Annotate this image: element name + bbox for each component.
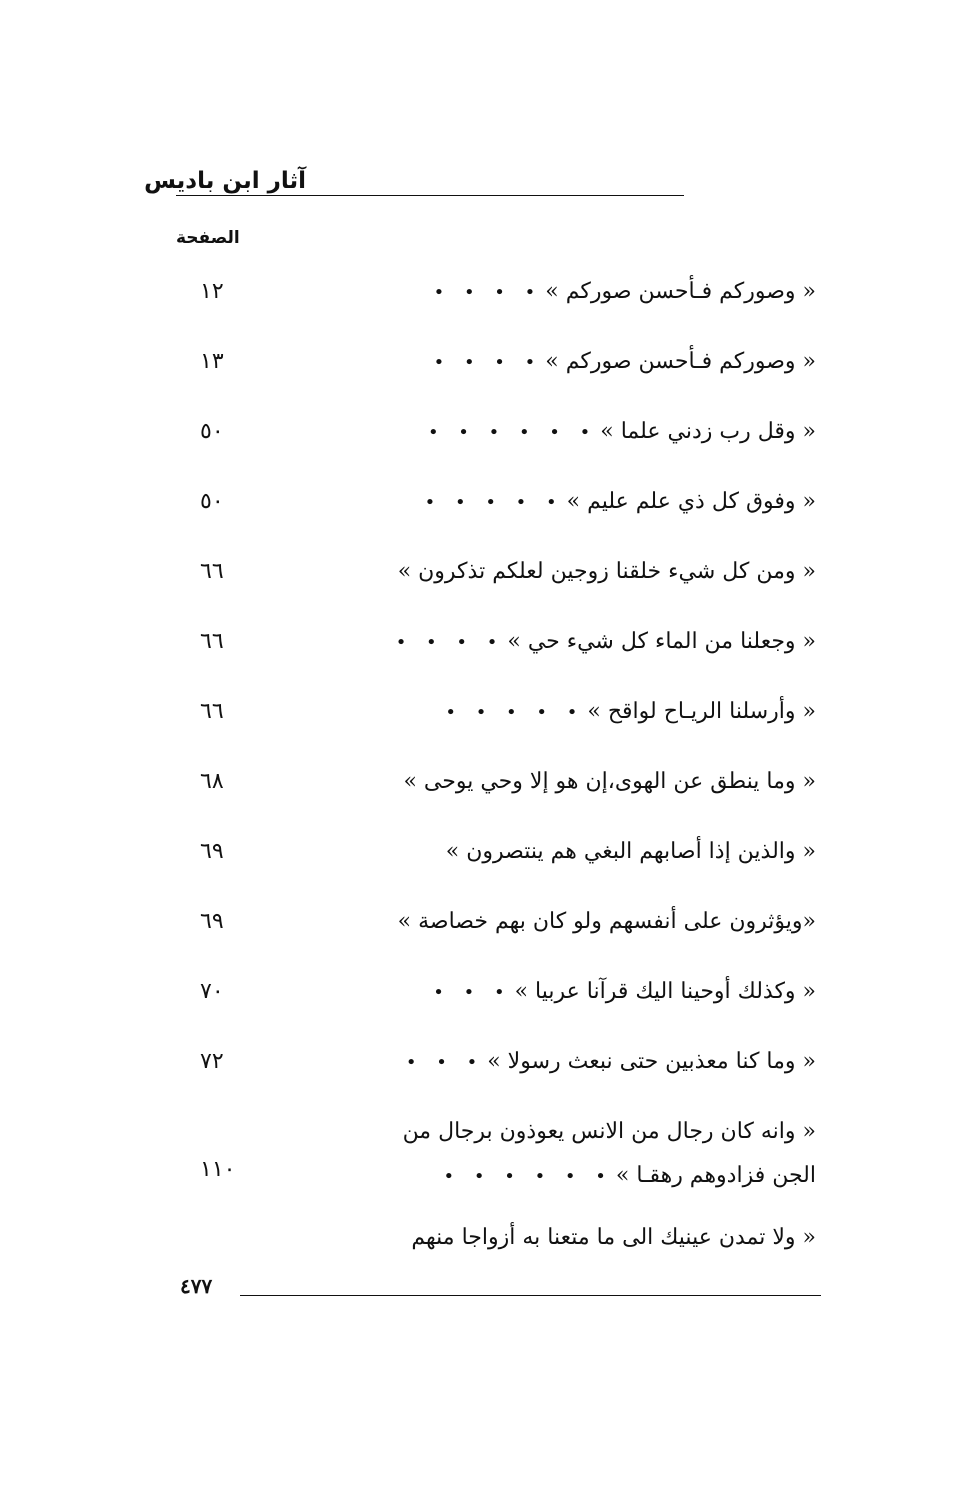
index-entry bbox=[176, 970, 816, 1030]
index-entry bbox=[176, 1110, 816, 1210]
index-entry bbox=[176, 270, 816, 330]
entry-text: « وما ينطق عن الهوى،إن هو إلا وحي يوحى » bbox=[403, 769, 816, 794]
index-entry bbox=[176, 480, 816, 540]
footer-rule bbox=[240, 1295, 821, 1296]
entry-page-number: ١٢ bbox=[200, 279, 224, 304]
header-title: آثار ابن باديس bbox=[144, 168, 306, 194]
entry-page-number: ٦٦ bbox=[200, 699, 224, 724]
leader-dots: • • • bbox=[433, 982, 505, 1003]
leader-dots: • • • • bbox=[433, 282, 536, 303]
leader-dots: • • • • • • bbox=[427, 422, 591, 443]
entry-text: « وما كنا معذبين حتى نبعث رسولا »• • • bbox=[391, 1040, 816, 1085]
index-entry bbox=[176, 1040, 816, 1100]
index-entry bbox=[176, 1216, 816, 1276]
index-entry bbox=[176, 620, 816, 680]
entry-text: « وفوق كل ذي علم عليم »• • • • • bbox=[391, 480, 816, 525]
leader-dots: • • • • bbox=[433, 352, 536, 373]
entry-text: « وانه كان رجال من الانس يعوذون برجال من الجن فزادوهم رهقـا »• • • • • • bbox=[391, 1110, 816, 1199]
entry-page-number: ٥٠ bbox=[200, 489, 224, 514]
entry-text: « وصوركم فـأحسن صوركم »• • • • bbox=[391, 270, 816, 315]
header-rule bbox=[176, 195, 684, 196]
leader-dots: • • • • • bbox=[445, 702, 578, 723]
entry-text: «ويؤثرون على أنفسهم ولو كان بهم خصاصة » bbox=[397, 909, 816, 934]
entry-page-number: ٧٠ bbox=[200, 979, 224, 1004]
entry-page-number: ٦٩ bbox=[200, 839, 224, 864]
index-entry bbox=[176, 340, 816, 400]
entry-page-number: ٦٩ bbox=[200, 909, 224, 934]
entry-page-number: ٥٠ bbox=[200, 419, 224, 444]
entry-text: « وصوركم فـأحسن صوركم »• • • • bbox=[391, 340, 816, 385]
entry-text: « وأرسلنا الريـاح لواقح »• • • • • bbox=[391, 690, 816, 735]
page-column-label: الصفحة bbox=[176, 228, 240, 248]
entry-page-number: ١٣ bbox=[200, 349, 224, 374]
entry-page-number: ١١٠ bbox=[200, 1157, 236, 1182]
entry-text: « ومن كل شيء خلقنا زوجين لعلكم تذكرون » bbox=[397, 559, 816, 584]
index-entries bbox=[176, 270, 816, 1270]
entry-text: « وقل رب زدني علما »• • • • • • bbox=[391, 410, 816, 455]
index-entry bbox=[176, 550, 816, 610]
page-footer bbox=[176, 1274, 821, 1310]
entry-text: « وكذلك أوحينا اليك قرآنا عربيا »• • • bbox=[391, 970, 816, 1015]
index-entry bbox=[176, 830, 816, 890]
entry-text: « والذين إذا أصابهم البغي هم ينتصرون » bbox=[445, 839, 816, 864]
leader-dots: • • • bbox=[405, 1052, 478, 1073]
entry-text: « وجعلنا من الماء كل شيء حي »• • • • bbox=[391, 620, 816, 665]
footer-page-number: ٤٧٧ bbox=[180, 1274, 213, 1298]
entry-page-number: ٦٨ bbox=[200, 769, 224, 794]
index-entry bbox=[176, 900, 816, 960]
leader-dots: • • • • • bbox=[424, 492, 557, 513]
index-entry bbox=[176, 760, 816, 820]
entry-text: « ولا تمدن عينيك الى ما متعنا به أزواجا منهم bbox=[411, 1225, 816, 1250]
entry-page-number: ٧٢ bbox=[200, 1049, 224, 1074]
leader-dots: • • • • • • bbox=[443, 1166, 606, 1187]
running-header bbox=[144, 168, 816, 208]
entry-page-number: ٦٦ bbox=[200, 559, 224, 584]
entry-page-number: ٦٦ bbox=[200, 629, 224, 654]
index-entry bbox=[176, 690, 816, 750]
leader-dots: • • • • bbox=[395, 632, 498, 653]
index-entry bbox=[176, 410, 816, 470]
